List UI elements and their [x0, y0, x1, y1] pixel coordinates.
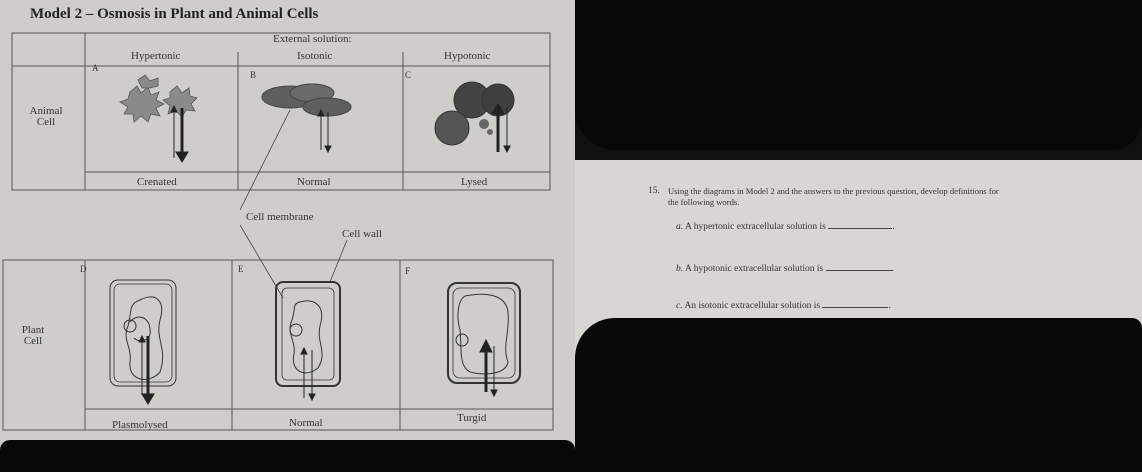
result-plasmolysed: Plasmolysed [112, 419, 168, 431]
question-item-a: a. A hypertonic extracellular solution is . [676, 222, 895, 232]
crenated-animal-cell [120, 75, 197, 122]
result-normal-plant: Normal [289, 417, 323, 429]
question-prompt-line1: Using the diagrams in Model 2 and the answers to the previous question, develop definitions for [668, 186, 999, 196]
row-label-plant-cell-word: Cell [23, 335, 43, 347]
turgid-plant-cell [448, 283, 520, 383]
lysed-water-arrows [492, 104, 510, 152]
callout-cell-membrane: Cell membrane [246, 211, 314, 223]
question-prompt-line2: the following words. [668, 197, 740, 207]
plasmolysed-water-arrows [139, 336, 154, 404]
callout-cell-wall: Cell wall [342, 228, 383, 240]
normal-plant-cell [276, 282, 340, 386]
result-normal-animal: Normal [297, 176, 331, 188]
item-a-letter: a. [676, 222, 684, 232]
item-c-text: An isotonic extracellular solution is [684, 301, 821, 311]
result-lysed: Lysed [461, 176, 488, 188]
cell-letter-b: B [250, 70, 257, 80]
result-turgid: Turgid [457, 412, 487, 424]
question-item-b: b. A hypotonic extracellular solution is . [676, 264, 894, 274]
item-c-blank[interactable] [822, 299, 888, 308]
turgid-water-arrows [480, 340, 497, 396]
normal-animal-cell [262, 84, 351, 116]
row-label-animal-cell [18, 106, 74, 128]
result-crenated: Crenated [137, 176, 177, 188]
cell-letter-d: D [80, 264, 87, 274]
cell-letter-c: C [405, 70, 412, 80]
col-header-hypertonic: Hypertonic [131, 50, 181, 62]
row-label-plant-word: Plant [21, 324, 45, 336]
item-a-blank[interactable] [828, 220, 892, 229]
item-b-text: A hypotonic extracellular solution is [684, 264, 824, 274]
cell-letter-f: F [405, 266, 411, 276]
row-label-animal-word: Animal [29, 105, 63, 117]
row-label-cell-word: Cell [36, 116, 56, 128]
external-solution-header: External solution: [273, 33, 352, 45]
col-header-hypotonic: Hypotonic [444, 50, 491, 62]
question-number: 15. [648, 186, 660, 196]
row-label-plant-cell [8, 325, 58, 347]
cell-letter-e: E [238, 264, 244, 274]
item-c-letter: c. [676, 301, 683, 311]
item-b-letter: b. [676, 264, 684, 274]
cell-letter-a: A [92, 63, 99, 73]
callout-lines [240, 110, 347, 298]
question-item-c: c. An isotonic extracellular solution is . [676, 301, 891, 311]
normal-plant-water-arrows [301, 348, 315, 400]
model-title: Model 2 – Osmosis in Plant and Animal Cells [30, 6, 319, 22]
plasmolysed-plant-cell [110, 280, 176, 386]
item-b-blank[interactable] [826, 262, 892, 271]
col-header-isotonic: Isotonic [297, 50, 333, 62]
item-a-text: A hypertonic extracellular solution is [684, 222, 826, 232]
